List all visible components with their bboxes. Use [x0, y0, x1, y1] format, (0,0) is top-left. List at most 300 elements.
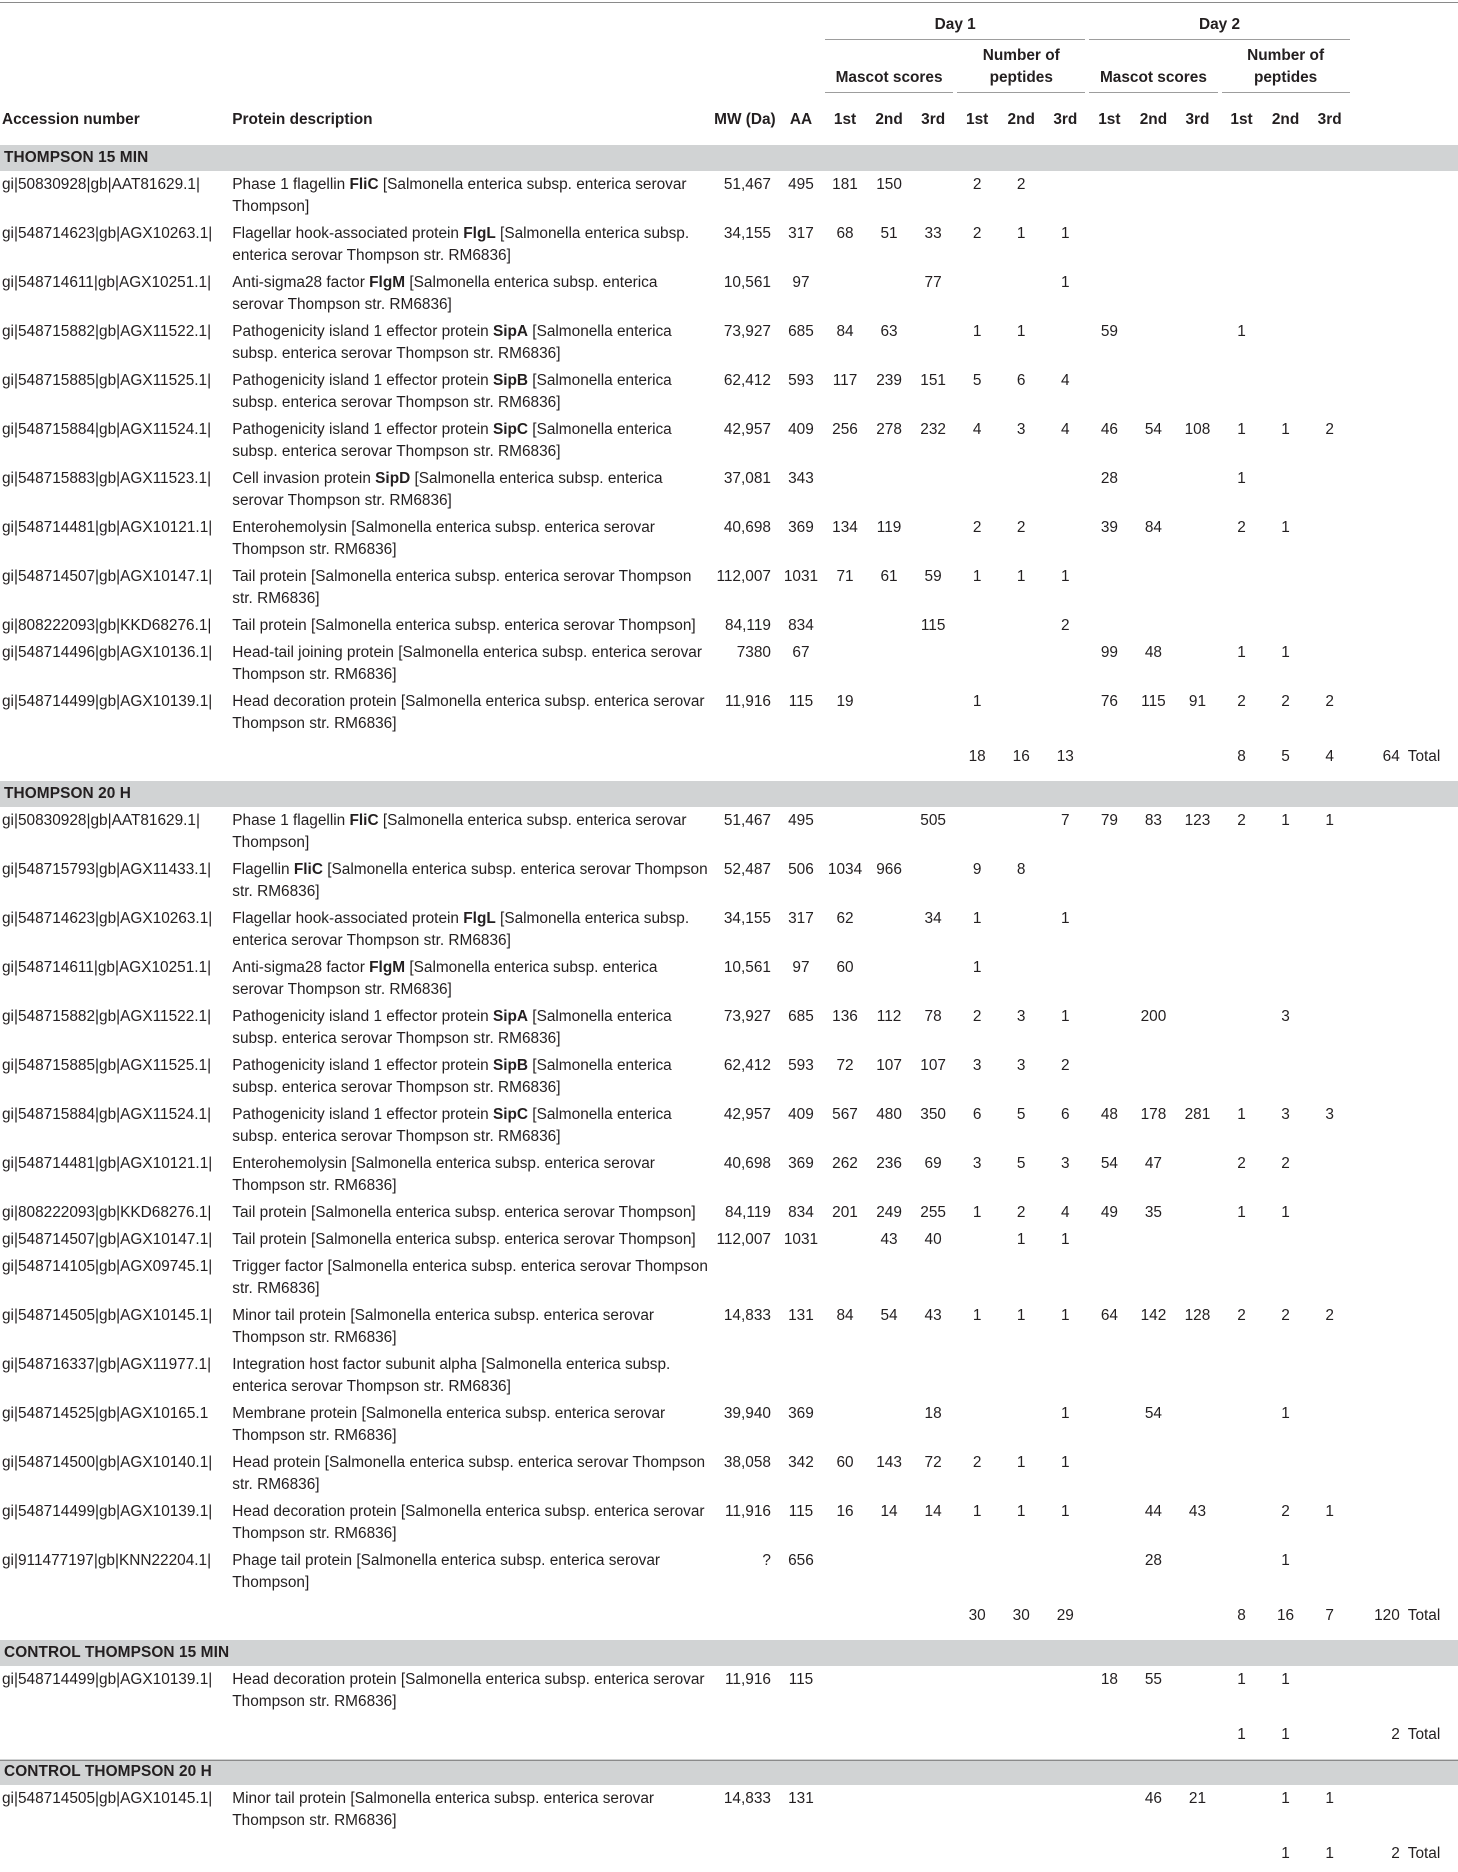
day1-mascot-cell — [823, 1666, 867, 1715]
aa-cell: 97 — [792, 274, 810, 291]
spacer-cell — [1404, 514, 1458, 563]
description-text: [Salmonella enterica subsp. enterica serovar Thompson str. RM6836] — [232, 421, 672, 460]
table-body — [0, 142, 1458, 1872]
spacer-cell — [1087, 1715, 1219, 1756]
day1-mascot-cell — [823, 465, 867, 514]
description-text: Phase 1 flagellin — [232, 812, 350, 829]
day1-mascot-cell — [823, 1226, 867, 1253]
day1-mascot-cell: 40 — [924, 1231, 942, 1248]
day1-mascot-cell — [867, 1666, 911, 1715]
day2-mascot-cell: 123 — [1184, 812, 1211, 829]
mw-cell: 51,467 — [723, 176, 771, 193]
day2-mascot-cell — [1131, 465, 1175, 514]
day1-peptides-cell — [955, 465, 999, 514]
day2-peptides-cell — [1308, 367, 1352, 416]
day1-mascot-cell — [867, 1400, 911, 1449]
day2-mascot-cell: 47 — [1144, 1155, 1162, 1172]
day1-mascot-cell: 43 — [880, 1231, 898, 1248]
day2-peptides-cell — [1308, 1547, 1352, 1596]
day1-mascot-cell — [823, 807, 867, 856]
day2-mascot-cell — [1131, 563, 1175, 612]
accession-cell: gi|50830928|gb|AAT81629.1| — [2, 176, 200, 193]
day1-peptides-cell — [999, 1547, 1043, 1596]
protein-name: FlgL — [463, 225, 496, 242]
day1-peptides-cell — [955, 639, 999, 688]
day2-mascot-cell — [1175, 1199, 1219, 1226]
spacer-cell — [1404, 1449, 1458, 1498]
day2-mascot-cell — [1087, 1785, 1131, 1834]
spacer-cell — [1352, 171, 1404, 220]
spacer-cell — [1404, 1785, 1458, 1834]
day1-peptides-cell — [955, 1547, 999, 1596]
day1-mascot-cell — [911, 639, 955, 688]
day2-mascot-cell — [1087, 1449, 1131, 1498]
day1-mascot-cell: 59 — [924, 568, 942, 585]
day2-peptides-cell — [1220, 269, 1264, 318]
description-text: Tail protein [Salmonella enterica subsp. enterica serovar Thompson str. RM6836] — [232, 568, 692, 607]
day1-peptides-cell: 6 — [972, 1106, 982, 1123]
day2-peptides-cell: 2 — [1237, 1307, 1246, 1324]
day1-peptides-cell — [1043, 318, 1087, 367]
accession-cell: gi|548715885|gb|AGX11525.1| — [2, 372, 212, 389]
day2-mascot-cell — [1131, 171, 1175, 220]
aa-header: AA — [779, 98, 823, 142]
total-label: Total — [1407, 748, 1441, 765]
accession-cell: gi|548714505|gb|AGX10145.1| — [2, 1790, 213, 1807]
day1-peptides-cell — [1043, 688, 1087, 737]
accession-cell: gi|911477197|gb|KNN22204.1| — [2, 1552, 212, 1569]
description-cell — [230, 807, 711, 856]
aa-cell — [779, 1351, 823, 1400]
table-row — [0, 1547, 1458, 1596]
day2-mascot-cell — [1175, 171, 1219, 220]
spacer-cell — [1404, 1400, 1458, 1449]
day1-mascot-cell — [911, 318, 955, 367]
day2-mascot-cell — [1087, 1498, 1131, 1547]
day2-peptides-cell — [1308, 1449, 1352, 1498]
mw-cell: 52,487 — [723, 861, 771, 878]
mw-cell: 40,698 — [723, 519, 771, 536]
table-row — [0, 465, 1458, 514]
day2-mascot-cell — [1175, 612, 1219, 639]
day1-peptides-cell — [955, 1226, 999, 1253]
accession-cell: gi|548715884|gb|AGX11524.1| — [2, 421, 212, 438]
day2-peptides-cell — [1220, 954, 1264, 1003]
day2-peptides-cell — [1308, 612, 1352, 639]
table-row — [0, 1199, 1458, 1226]
day1-peptides-cell: 1 — [972, 693, 982, 710]
day2-peptides-cell — [1308, 171, 1352, 220]
total-label: Total — [1407, 1607, 1441, 1624]
day2-mascot-cell — [1131, 318, 1175, 367]
protein-name: SipA — [492, 323, 529, 340]
aa-cell: 131 — [788, 1790, 814, 1807]
day2-mascot-cell: 200 — [1140, 1008, 1167, 1025]
description-cell — [230, 1449, 711, 1498]
day2-peptides-cell: 2 — [1325, 1307, 1334, 1324]
accession-cell: gi|548714105|gb|AGX09745.1| — [2, 1258, 213, 1275]
day1-mascot-cell: 134 — [832, 519, 858, 536]
aa-cell — [779, 1253, 823, 1302]
protein-name: SipB — [492, 372, 529, 389]
day1-mascot-header: Mascot scores — [823, 45, 955, 98]
day1-peptides-cell: 3 — [972, 1155, 982, 1172]
day1-peptides-cell — [1043, 1785, 1087, 1834]
day1-peptides-cell — [1043, 1547, 1087, 1596]
day2-peptides-cell — [1220, 563, 1264, 612]
day1-peptides-cell — [955, 1785, 999, 1834]
aa-cell: 115 — [788, 1503, 814, 1520]
day2-mascot-cell — [1175, 954, 1219, 1003]
day2-peptides-cell — [1264, 612, 1308, 639]
day2-mascot-cell — [1131, 1449, 1175, 1498]
table-row — [0, 1302, 1458, 1351]
day1-mascot-cell — [867, 1253, 911, 1302]
day2-peptides-cell: 2 — [1237, 812, 1246, 829]
spacer-cell — [1352, 612, 1404, 639]
day1-mascot-cell — [911, 514, 955, 563]
day1-mascot-cell: 33 — [924, 225, 942, 242]
day2-mascot-cell — [1087, 367, 1131, 416]
day1-peptides-cell — [1043, 1666, 1087, 1715]
spacer-cell — [1352, 1226, 1404, 1253]
day1-mascot-cell — [867, 639, 911, 688]
day1-peptides-cell — [999, 905, 1043, 954]
day2-peptides-cell: 2 — [1281, 1155, 1290, 1172]
table-row — [0, 954, 1458, 1003]
aa-cell: 317 — [788, 910, 814, 927]
mw-cell: 62,412 — [723, 1057, 771, 1074]
day2-mascot-cell: 91 — [1188, 693, 1207, 710]
day1-mascot-cell — [911, 688, 955, 737]
protein-name: SipA — [492, 1008, 529, 1025]
description-cell — [230, 688, 711, 737]
day1-peptides-cell — [955, 807, 999, 856]
day2-mascot-cell — [1087, 269, 1131, 318]
table-row — [0, 220, 1458, 269]
day1-mascot-cell: 966 — [876, 861, 902, 878]
table-row — [0, 1003, 1458, 1052]
table-row — [0, 1449, 1458, 1498]
day2-mascot-cell: 54 — [1144, 421, 1162, 438]
table-row — [0, 688, 1458, 737]
mw-cell: 112,007 — [716, 568, 771, 585]
table-row — [0, 171, 1458, 220]
spacer-cell — [1404, 171, 1458, 220]
day1-peptides-cell: 2 — [1016, 1204, 1026, 1221]
grand-total-value: 120 — [1374, 1607, 1400, 1624]
spacer-cell — [1404, 563, 1458, 612]
accession-cell: gi|548715884|gb|AGX11524.1| — [2, 1106, 212, 1123]
day1-mascot-cell — [867, 688, 911, 737]
day2-peptides-cell — [1220, 1003, 1264, 1052]
day1-peptides-cell: 2 — [972, 176, 982, 193]
day2-peptides-cell — [1308, 1253, 1352, 1302]
accession-cell: gi|808222093|gb|KKD68276.1| — [2, 1204, 212, 1221]
day2-peptides-cell — [1220, 1498, 1264, 1547]
day2-peptides-total: 1 — [1281, 1726, 1290, 1743]
day2-peptides-cell — [1308, 1199, 1352, 1226]
description-text: Head decoration protein [Salmonella enterica subsp. enterica serovar Thompson str. RM6836] — [232, 1503, 705, 1542]
description-text: Trigger factor [Salmonella enterica subsp. enterica serovar Thompson str. RM6836] — [232, 1258, 708, 1297]
description-cell — [230, 1253, 711, 1302]
day1-peptides-cell — [999, 1351, 1043, 1400]
description-cell — [230, 612, 711, 639]
table-row — [0, 514, 1458, 563]
table-row — [0, 1666, 1458, 1715]
day2-mascot-cell — [1175, 1400, 1219, 1449]
description-text: Cell invasion protein — [232, 470, 376, 487]
accession-cell: gi|548715793|gb|AGX11433.1| — [2, 861, 212, 878]
description-text: Flagellar hook-associated protein — [232, 910, 464, 927]
day2-mascot-cell: 64 — [1100, 1307, 1118, 1324]
day2-peptides-cell — [1264, 367, 1308, 416]
day1-mascot-cell: 16 — [836, 1503, 854, 1520]
mw-cell: 38,058 — [723, 1454, 771, 1471]
mw-cell: 34,155 — [723, 225, 771, 242]
day1-peptides-cell: 5 — [1016, 1155, 1026, 1172]
day2-mascot-cell: 43 — [1188, 1503, 1207, 1520]
mw-cell: 39,940 — [723, 1405, 771, 1422]
spacer-cell — [1352, 416, 1404, 465]
run-header: 1st — [955, 98, 999, 142]
run-header: 1st — [1220, 98, 1264, 142]
spacer-cell — [1352, 1101, 1404, 1150]
day2-mascot-cell — [1175, 1150, 1219, 1199]
day1-peptides-cell: 3 — [972, 1057, 982, 1074]
section-title: THOMPSON 15 MIN — [0, 142, 1458, 171]
table-row — [0, 1400, 1458, 1449]
day1-peptides-cell: 2 — [1061, 617, 1070, 634]
day2-peptides-cell — [1308, 465, 1352, 514]
mw-cell: 112,007 — [716, 1231, 771, 1248]
spacer-cell — [0, 1834, 955, 1872]
day1-mascot-cell: 151 — [920, 372, 946, 389]
description-text: Tail protein [Salmonella enterica subsp. enterica serovar Thompson] — [232, 617, 696, 634]
day1-peptides-cell: 1 — [1016, 1307, 1026, 1324]
description-text: [Salmonella enterica subsp. enterica serovar Thompson str. RM6836] — [232, 470, 663, 509]
day2-peptides-cell — [1264, 269, 1308, 318]
mw-cell: 42,957 — [723, 1106, 771, 1123]
day1-mascot-cell — [823, 1400, 867, 1449]
aa-cell: 593 — [788, 372, 814, 389]
aa-cell: 67 — [792, 644, 810, 661]
aa-cell: 343 — [788, 470, 814, 487]
spacer-cell — [1352, 220, 1404, 269]
day1-peptides-cell: 1 — [972, 959, 982, 976]
day2-peptides-cell: 1 — [1281, 519, 1290, 536]
day2-peptides-cell — [1264, 171, 1308, 220]
day2-peptides-total: 1 — [1281, 1845, 1290, 1862]
run-header: 2nd — [1131, 98, 1175, 142]
spacer-cell — [1352, 269, 1404, 318]
spacer-cell — [1404, 318, 1458, 367]
day1-peptides-cell: 2 — [972, 225, 982, 242]
spacer-cell — [1352, 1302, 1404, 1351]
accession-cell: gi|548714500|gb|AGX10140.1| — [2, 1454, 213, 1471]
accession-cell: gi|548716337|gb|AGX11977.1| — [2, 1356, 212, 1373]
description-text: [Salmonella enterica subsp. enterica serovar Thompson str. RM6836] — [232, 323, 672, 362]
aa-cell: 656 — [788, 1552, 814, 1569]
description-text: Flagellar hook-associated protein — [232, 225, 464, 242]
day2-mascot-cell — [1175, 639, 1219, 688]
spacer-cell — [1404, 612, 1458, 639]
day1-mascot-cell — [911, 171, 955, 220]
spacer-cell — [1352, 318, 1404, 367]
mw-cell: 11,916 — [725, 1671, 771, 1688]
day1-mascot-cell: 480 — [876, 1106, 902, 1123]
section-header — [0, 1637, 1458, 1666]
day1-peptides-total: 30 — [968, 1607, 986, 1624]
accession-cell: gi|548714507|gb|AGX10147.1| — [2, 1231, 213, 1248]
spacer-cell — [1352, 1449, 1404, 1498]
spacer-cell — [1087, 1834, 1219, 1872]
day1-peptides-cell — [999, 1785, 1043, 1834]
spacer-cell — [1352, 639, 1404, 688]
day1-peptides-cell: 2 — [1016, 176, 1026, 193]
day1-peptides-total: 30 — [1012, 1607, 1030, 1624]
day2-peptides-header: Number of peptides — [1220, 45, 1352, 98]
day2-mascot-cell — [1175, 856, 1219, 905]
day1-peptides-total: 29 — [1056, 1607, 1074, 1624]
day1-mascot-cell: 112 — [876, 1008, 902, 1025]
spacer-cell — [1087, 737, 1219, 778]
spacer-cell — [1404, 220, 1458, 269]
aa-cell: 1031 — [783, 568, 819, 585]
description-text: Enterohemolysin [Salmonella enterica subsp. enterica serovar Thompson str. RM6836] — [232, 1155, 655, 1194]
description-cell — [230, 318, 711, 367]
day2-mascot-cell — [1087, 954, 1131, 1003]
day1-mascot-cell — [823, 639, 867, 688]
day1-peptides-cell: 1 — [1016, 568, 1026, 585]
spacer-cell — [1352, 563, 1404, 612]
description-cell — [230, 1547, 711, 1596]
description-cell — [230, 269, 711, 318]
day2-peptides-cell — [1308, 954, 1352, 1003]
description-text: [Salmonella enterica subsp. enterica serovar Thompson str. RM6836] — [232, 1008, 672, 1047]
day1-peptides-total — [999, 1834, 1043, 1872]
day2-mascot-cell — [1175, 1666, 1219, 1715]
day1-mascot-cell: 19 — [836, 693, 854, 710]
day2-peptides-cell — [1220, 171, 1264, 220]
day1-peptides-header: Number of peptides — [955, 45, 1087, 98]
table-row — [0, 1351, 1458, 1400]
day1-mascot-cell — [823, 1253, 867, 1302]
day1-peptides-cell: 5 — [1016, 1106, 1026, 1123]
day1-peptides-cell — [1043, 465, 1087, 514]
spacer-cell — [0, 1715, 955, 1756]
description-text: Integration host factor subunit alpha [Salmonella enterica subsp. enterica serovar Thompson str. RM6836] — [232, 1356, 671, 1395]
day2-peptides-cell — [1220, 1449, 1264, 1498]
day2-mascot-cell: 46 — [1100, 421, 1118, 438]
day1-peptides-cell: 1 — [1016, 225, 1026, 242]
spacer-cell — [1404, 1498, 1458, 1547]
day1-peptides-cell: 1 — [972, 1204, 982, 1221]
grand-total-value: 64 — [1382, 748, 1400, 765]
section-title: THOMPSON 20 H — [0, 778, 1458, 807]
day2-peptides-cell: 3 — [1281, 1008, 1290, 1025]
spacer-cell — [1404, 807, 1458, 856]
spacer-cell — [1352, 688, 1404, 737]
table-row — [0, 807, 1458, 856]
day1-peptides-cell — [999, 465, 1043, 514]
protein-name: FliC — [349, 176, 379, 193]
day1-peptides-cell: 2 — [972, 519, 982, 536]
mw-cell — [711, 1351, 779, 1400]
table-row — [0, 639, 1458, 688]
spacer-cell — [1352, 954, 1404, 1003]
table-row — [0, 1785, 1458, 1834]
day1-mascot-cell — [911, 856, 955, 905]
accession-cell: gi|548715882|gb|AGX11522.1| — [2, 323, 212, 340]
day1-mascot-cell: 54 — [880, 1307, 898, 1324]
description-text: Tail protein [Salmonella enterica subsp. enterica serovar Thompson] — [232, 1204, 696, 1221]
day2-peptides-cell: 1 — [1237, 644, 1246, 661]
day1-peptides-cell — [999, 807, 1043, 856]
spacer-cell — [1404, 1150, 1458, 1199]
day1-mascot-cell: 115 — [920, 617, 946, 634]
day1-peptides-cell — [999, 269, 1043, 318]
description-cell — [230, 514, 711, 563]
day2-peptides-cell — [1308, 318, 1352, 367]
aa-cell: 115 — [788, 1671, 814, 1688]
table-row — [0, 1226, 1458, 1253]
day2-mascot-cell: 83 — [1144, 812, 1162, 829]
table-row — [0, 1101, 1458, 1150]
description-cell — [230, 465, 711, 514]
description-cell — [230, 1052, 711, 1101]
table-row — [0, 1498, 1458, 1547]
day1-peptides-cell: 5 — [972, 372, 982, 389]
day2-peptides-cell: 1 — [1237, 323, 1246, 340]
day1-mascot-cell: 119 — [876, 519, 902, 536]
day2-peptides-cell — [1264, 1226, 1308, 1253]
day2-peptides-cell — [1264, 465, 1308, 514]
day1-mascot-cell — [911, 1253, 955, 1302]
mw-cell: 10,561 — [723, 274, 771, 291]
accession-header: Accession number — [0, 98, 230, 142]
day2-peptides-total: 8 — [1237, 1607, 1246, 1624]
spacer-cell — [1404, 1302, 1458, 1351]
description-text: Phage tail protein [Salmonella enterica subsp. enterica serovar Thompson] — [232, 1552, 661, 1591]
spacer-cell — [1352, 856, 1404, 905]
day1-mascot-cell: 71 — [836, 568, 854, 585]
day1-peptides-total — [1043, 1834, 1087, 1872]
table-row — [0, 1052, 1458, 1101]
day1-mascot-cell: 77 — [924, 274, 942, 291]
accession-cell: gi|50830928|gb|AAT81629.1| — [2, 812, 200, 829]
day2-peptides-cell — [1308, 856, 1352, 905]
spacer-cell — [1352, 1351, 1404, 1400]
day1-peptides-cell — [999, 612, 1043, 639]
description-text: [Salmonella enterica subsp. enterica serovar Thompson str. RM6836] — [232, 372, 672, 411]
day1-peptides-cell: 3 — [1016, 421, 1026, 438]
totals-row — [0, 1834, 1458, 1872]
description-text: [Salmonella enterica subsp. enterica serovar Thompson str. RM6836] — [232, 959, 658, 998]
description-text: Phase 1 flagellin — [232, 176, 350, 193]
day2-peptides-cell — [1308, 514, 1352, 563]
description-cell — [230, 1498, 711, 1547]
day1-mascot-cell: 567 — [832, 1106, 858, 1123]
day2-peptides-cell: 1 — [1281, 1405, 1290, 1422]
day1-peptides-total: 16 — [1012, 748, 1030, 765]
day1-mascot-cell — [867, 612, 911, 639]
description-text: [Salmonella enterica subsp. enterica serovar Thompson str. RM6836] — [232, 274, 658, 313]
day1-peptides-cell: 4 — [1061, 421, 1070, 438]
day2-peptides-cell: 1 — [1281, 1671, 1290, 1688]
day2-peptides-cell — [1220, 1052, 1264, 1101]
day2-peptides-total — [1220, 1834, 1264, 1872]
